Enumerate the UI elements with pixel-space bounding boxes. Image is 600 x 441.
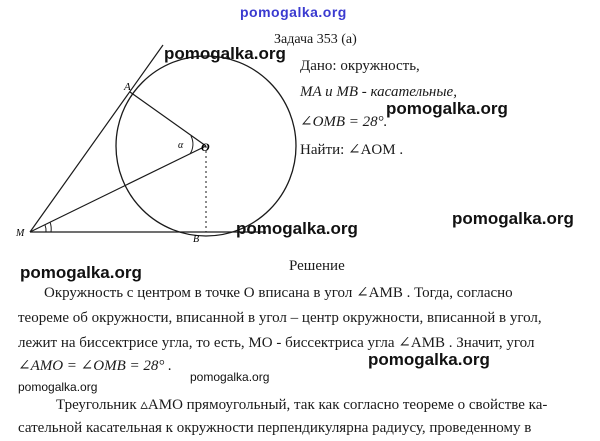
find-label: Найти: ∠AOM .	[300, 142, 404, 158]
given-angle: ∠OMB = 28°.	[300, 114, 388, 130]
watermark-6: pomogalka.org	[368, 350, 490, 369]
solution-p2-line2: сательной касательная к окружности перпендикулярна радиусу, проведенному в	[18, 420, 532, 436]
watermark-1: pomogalka.org	[164, 44, 286, 63]
watermark-2: pomogalka.org	[386, 99, 508, 118]
solution-p1-line3: лежит на биссектрисе угла, то есть, MO - биссектриса угла ∠AMB . Значит, угол	[18, 335, 535, 351]
label-o: O	[201, 140, 210, 154]
watermark-5: pomogalka.org	[20, 263, 142, 282]
label-m: M	[16, 228, 25, 239]
watermark-8: pomogalka.org	[190, 370, 270, 384]
given-label: Дано: окружность,	[300, 58, 420, 74]
solution-heading: Решение	[289, 258, 345, 274]
problem-title: Задача 353 (а)	[274, 32, 357, 47]
solution-p1-line2: теореме об окружности, вписанной в угол – центр окружности, вписанной в угол,	[18, 310, 542, 326]
solution-p2-line1: Треугольник ▵AMO прямоугольный, так как согласно теореме о свойстве ка-	[56, 397, 548, 413]
label-alpha: α	[178, 140, 184, 151]
watermark-4: pomogalka.org	[236, 219, 358, 238]
solution-p1-line1: Окружность с центром в точке O вписана в угол ∠AMB . Тогда, согласно	[44, 285, 513, 301]
watermark-7: pomogalka.org	[18, 380, 98, 394]
radius-oa	[130, 92, 206, 146]
angle-arc-m1	[45, 225, 46, 232]
label-a: A	[124, 81, 131, 93]
watermark-3: pomogalka.org	[452, 209, 574, 228]
watermark-top: pomogalka.org	[240, 4, 347, 20]
given-tangents: MA и MB - касательные,	[300, 84, 457, 100]
angle-arc-m2	[50, 222, 51, 232]
label-b: B	[193, 234, 200, 245]
segment-mo	[30, 146, 206, 232]
solution-p1-line4: ∠AMO = ∠OMB = 28° .	[18, 358, 172, 374]
tangent-ma	[30, 45, 163, 232]
angle-arc-o	[190, 136, 193, 154]
